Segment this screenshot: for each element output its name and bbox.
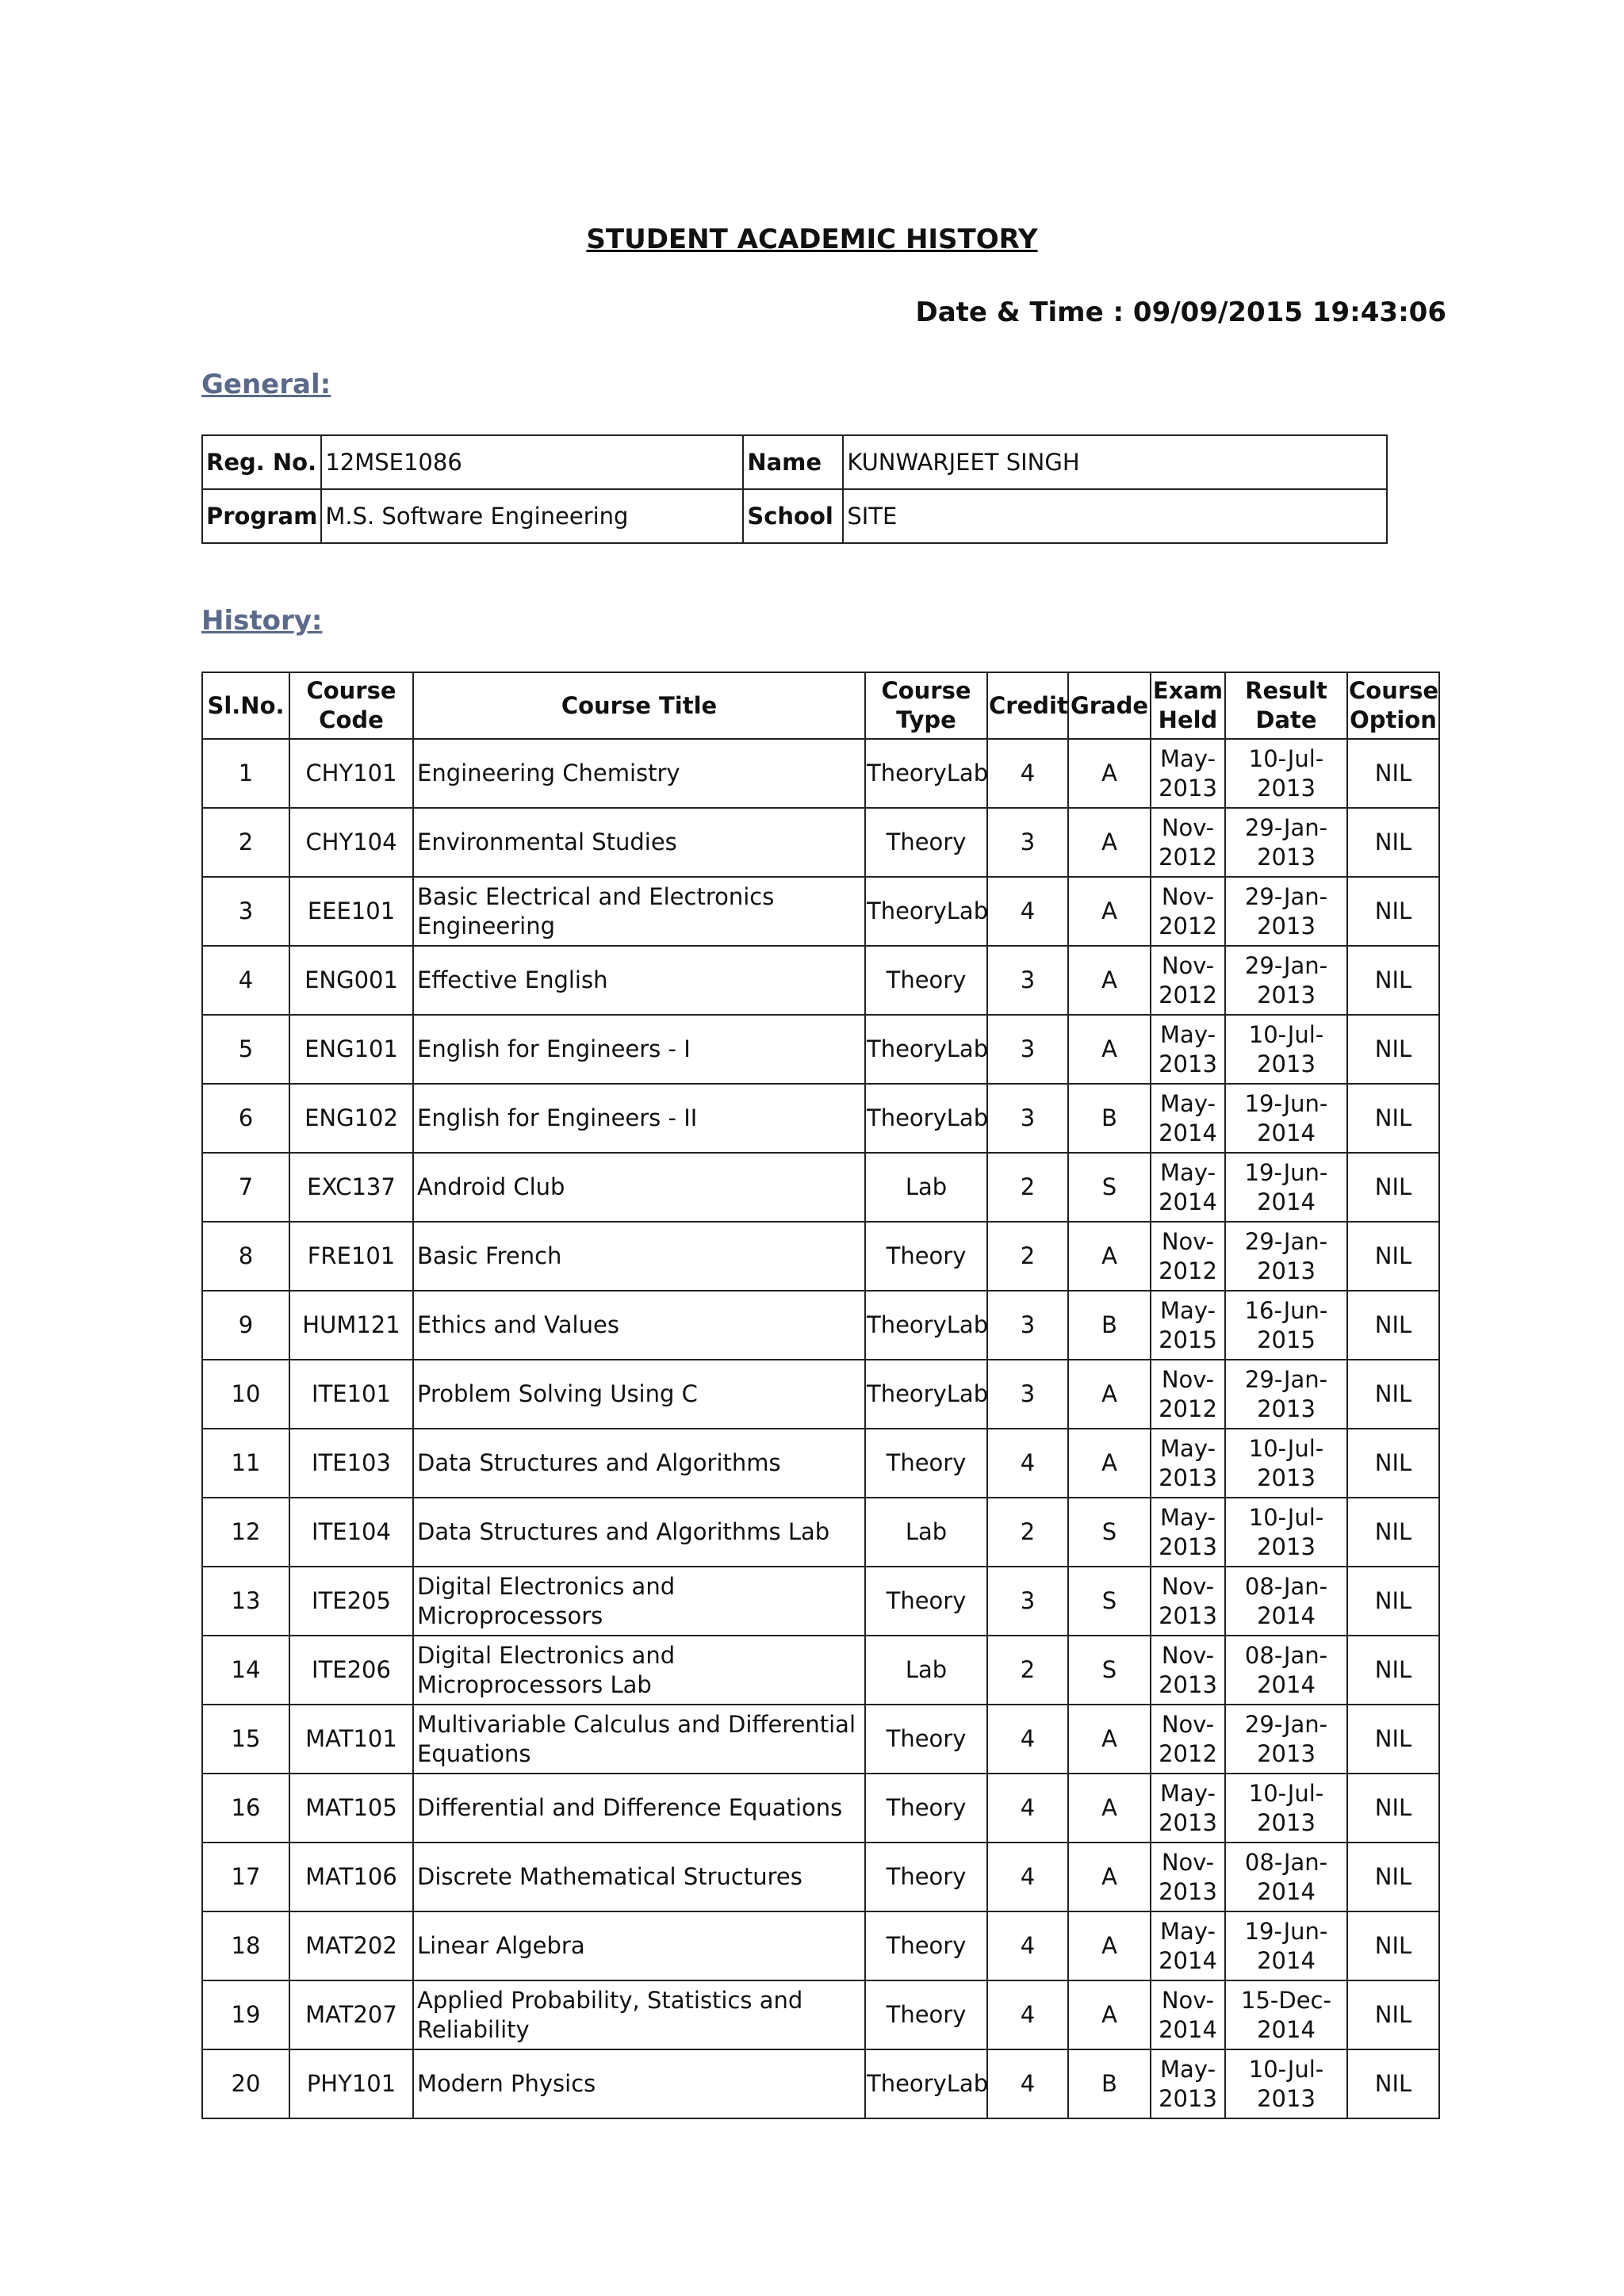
cell-sl-no: 9 [202, 1291, 289, 1360]
cell-course-code: EEE101 [289, 877, 413, 946]
cell-exam-held: May-2013 [1151, 739, 1225, 808]
cell-grade: A [1068, 1774, 1151, 1843]
cell-course-title: Android Club [413, 1153, 865, 1222]
cell-course-type: Theory [865, 1843, 987, 1911]
cell-grade: A [1068, 877, 1151, 946]
cell-course-code: CHY104 [289, 808, 413, 877]
general-row-reg [202, 435, 1387, 489]
cell-sl-no: 13 [202, 1567, 289, 1636]
history-table-body [202, 739, 1439, 2118]
cell-course-option: NIL [1347, 1911, 1439, 1980]
cell-exam-held: Nov-2012 [1151, 946, 1225, 1015]
cell-course-code: MAT207 [289, 1980, 413, 2049]
cell-course-code: ITE206 [289, 1636, 413, 1705]
cell-course-option: NIL [1347, 2049, 1439, 2118]
table-row [202, 808, 1439, 877]
table-row [202, 946, 1439, 1015]
cell-sl-no: 15 [202, 1705, 289, 1774]
cell-course-title: Digital Electronics and Microprocessors Lab [413, 1636, 865, 1705]
cell-sl-no: 10 [202, 1360, 289, 1429]
cell-credit: 2 [987, 1636, 1068, 1705]
cell-grade: B [1068, 2049, 1151, 2118]
cell-grade: A [1068, 946, 1151, 1015]
table-row [202, 1429, 1439, 1498]
cell-course-type: TheoryLab [865, 1084, 987, 1153]
cell-sl-no: 18 [202, 1911, 289, 1980]
cell-course-title: Discrete Mathematical Structures [413, 1843, 865, 1911]
cell-result-date: 29-Jan-2013 [1225, 1705, 1347, 1774]
cell-credit: 3 [987, 946, 1068, 1015]
cell-credit: 2 [987, 1153, 1068, 1222]
cell-course-title: English for Engineers - I [413, 1015, 865, 1084]
table-row [202, 1705, 1439, 1774]
history-section-label: History: [201, 605, 323, 637]
cell-result-date: 15-Dec-2014 [1225, 1980, 1347, 2049]
cell-course-type: Theory [865, 1429, 987, 1498]
cell-credit: 4 [987, 2049, 1068, 2118]
cell-credit: 3 [987, 1015, 1068, 1084]
cell-course-code: MAT101 [289, 1705, 413, 1774]
cell-exam-held: May-2014 [1151, 1153, 1225, 1222]
cell-result-date: 10-Jul-2013 [1225, 1429, 1347, 1498]
cell-credit: 4 [987, 1843, 1068, 1911]
cell-exam-held: May-2014 [1151, 1911, 1225, 1980]
cell-grade: A [1068, 1222, 1151, 1291]
cell-result-date: 29-Jan-2013 [1225, 808, 1347, 877]
cell-course-code: MAT105 [289, 1774, 413, 1843]
program-value: M.S. Software Engineering [321, 489, 743, 543]
col-header-course-title: Course Title [413, 672, 865, 739]
cell-course-option: NIL [1347, 1636, 1439, 1705]
cell-course-title: Modern Physics [413, 2049, 865, 2118]
cell-sl-no: 8 [202, 1222, 289, 1291]
cell-exam-held: May-2013 [1151, 1774, 1225, 1843]
cell-exam-held: May-2014 [1151, 1084, 1225, 1153]
general-section-label: General: [201, 369, 331, 400]
cell-grade: A [1068, 1911, 1151, 1980]
report-datetime: Date & Time : 09/09/2015 19:43:06 [915, 297, 1446, 328]
cell-sl-no: 4 [202, 946, 289, 1015]
history-header-row [202, 672, 1439, 739]
cell-course-type: TheoryLab [865, 1291, 987, 1360]
cell-course-code: FRE101 [289, 1222, 413, 1291]
col-header-course-option: Course Option [1347, 672, 1439, 739]
cell-exam-held: Nov-2013 [1151, 1843, 1225, 1911]
cell-course-option: NIL [1347, 1705, 1439, 1774]
general-info-table [201, 434, 1388, 544]
cell-course-title: Problem Solving Using C [413, 1360, 865, 1429]
cell-course-option: NIL [1347, 808, 1439, 877]
table-row [202, 1911, 1439, 1980]
cell-course-type: TheoryLab [865, 1360, 987, 1429]
col-header-course-code: Course Code [289, 672, 413, 739]
table-row [202, 877, 1439, 946]
cell-course-title: Engineering Chemistry [413, 739, 865, 808]
cell-sl-no: 5 [202, 1015, 289, 1084]
cell-course-option: NIL [1347, 1498, 1439, 1567]
cell-course-code: ENG101 [289, 1015, 413, 1084]
cell-result-date: 19-Jun-2014 [1225, 1153, 1347, 1222]
cell-result-date: 19-Jun-2014 [1225, 1911, 1347, 1980]
cell-course-option: NIL [1347, 1567, 1439, 1636]
cell-course-title: Data Structures and Algorithms Lab [413, 1498, 865, 1567]
cell-result-date: 29-Jan-2013 [1225, 1222, 1347, 1291]
cell-course-type: TheoryLab [865, 1015, 987, 1084]
table-row [202, 1222, 1439, 1291]
cell-course-title: English for Engineers - II [413, 1084, 865, 1153]
cell-course-type: Theory [865, 1980, 987, 2049]
cell-result-date: 08-Jan-2014 [1225, 1843, 1347, 1911]
cell-course-code: MAT106 [289, 1843, 413, 1911]
cell-credit: 4 [987, 1980, 1068, 2049]
col-header-grade: Grade [1068, 672, 1151, 739]
table-row [202, 1774, 1439, 1843]
cell-credit: 3 [987, 1291, 1068, 1360]
cell-exam-held: Nov-2012 [1151, 877, 1225, 946]
cell-course-type: Theory [865, 1911, 987, 1980]
table-row [202, 1498, 1439, 1567]
cell-credit: 4 [987, 877, 1068, 946]
cell-result-date: 08-Jan-2014 [1225, 1636, 1347, 1705]
cell-course-title: Data Structures and Algorithms [413, 1429, 865, 1498]
cell-course-type: Theory [865, 1222, 987, 1291]
cell-credit: 3 [987, 808, 1068, 877]
cell-grade: A [1068, 1015, 1151, 1084]
cell-course-type: TheoryLab [865, 877, 987, 946]
cell-sl-no: 12 [202, 1498, 289, 1567]
table-row [202, 1636, 1439, 1705]
table-row [202, 2049, 1439, 2118]
cell-exam-held: May-2013 [1151, 1429, 1225, 1498]
cell-course-type: Lab [865, 1153, 987, 1222]
cell-course-option: NIL [1347, 946, 1439, 1015]
cell-course-title: Environmental Studies [413, 808, 865, 877]
cell-exam-held: Nov-2013 [1151, 1636, 1225, 1705]
cell-result-date: 10-Jul-2013 [1225, 1015, 1347, 1084]
cell-course-option: NIL [1347, 877, 1439, 946]
cell-result-date: 10-Jul-2013 [1225, 1498, 1347, 1567]
col-header-credit: Credit [987, 672, 1068, 739]
cell-sl-no: 7 [202, 1153, 289, 1222]
name-value: KUNWARJEET SINGH [843, 435, 1387, 489]
table-row [202, 1153, 1439, 1222]
cell-course-code: EXC137 [289, 1153, 413, 1222]
cell-course-code: HUM121 [289, 1291, 413, 1360]
reg-no-value: 12MSE1086 [321, 435, 743, 489]
cell-course-title: Basic Electrical and Electronics Engineering [413, 877, 865, 946]
cell-grade: S [1068, 1567, 1151, 1636]
cell-grade: B [1068, 1291, 1151, 1360]
cell-sl-no: 14 [202, 1636, 289, 1705]
cell-sl-no: 1 [202, 739, 289, 808]
cell-course-option: NIL [1347, 1843, 1439, 1911]
cell-grade: A [1068, 1980, 1151, 2049]
table-row [202, 739, 1439, 808]
table-row [202, 1360, 1439, 1429]
cell-course-option: NIL [1347, 1153, 1439, 1222]
cell-course-code: ITE101 [289, 1360, 413, 1429]
cell-credit: 3 [987, 1567, 1068, 1636]
cell-sl-no: 3 [202, 877, 289, 946]
cell-course-type: Theory [865, 1567, 987, 1636]
cell-course-option: NIL [1347, 1015, 1439, 1084]
cell-course-title: Multivariable Calculus and Differential Equations [413, 1705, 865, 1774]
cell-grade: A [1068, 808, 1151, 877]
cell-sl-no: 6 [202, 1084, 289, 1153]
cell-grade: A [1068, 1429, 1151, 1498]
cell-credit: 4 [987, 1705, 1068, 1774]
cell-credit: 4 [987, 1774, 1068, 1843]
cell-course-code: MAT202 [289, 1911, 413, 1980]
page-title: STUDENT ACADEMIC HISTORY [586, 224, 1038, 255]
cell-exam-held: Nov-2012 [1151, 1222, 1225, 1291]
cell-course-option: NIL [1347, 1980, 1439, 2049]
general-row-program [202, 489, 1387, 543]
program-label: Program [202, 489, 321, 543]
cell-course-code: ENG001 [289, 946, 413, 1015]
cell-credit: 4 [987, 1429, 1068, 1498]
cell-sl-no: 2 [202, 808, 289, 877]
cell-course-option: NIL [1347, 739, 1439, 808]
table-row [202, 1843, 1439, 1911]
cell-sl-no: 20 [202, 2049, 289, 2118]
cell-sl-no: 17 [202, 1843, 289, 1911]
cell-result-date: 29-Jan-2013 [1225, 877, 1347, 946]
cell-course-type: Lab [865, 1498, 987, 1567]
cell-credit: 2 [987, 1222, 1068, 1291]
cell-result-date: 08-Jan-2014 [1225, 1567, 1347, 1636]
cell-exam-held: Nov-2012 [1151, 1705, 1225, 1774]
cell-result-date: 19-Jun-2014 [1225, 1084, 1347, 1153]
cell-result-date: 29-Jan-2013 [1225, 946, 1347, 1015]
cell-sl-no: 19 [202, 1980, 289, 2049]
cell-grade: A [1068, 739, 1151, 808]
cell-course-type: Lab [865, 1636, 987, 1705]
cell-result-date: 10-Jul-2013 [1225, 739, 1347, 808]
cell-course-code: ITE103 [289, 1429, 413, 1498]
col-header-sl-no: Sl.No. [202, 672, 289, 739]
cell-course-code: CHY101 [289, 739, 413, 808]
cell-course-type: Theory [865, 808, 987, 877]
cell-sl-no: 11 [202, 1429, 289, 1498]
cell-grade: A [1068, 1705, 1151, 1774]
table-row [202, 1291, 1439, 1360]
cell-result-date: 10-Jul-2013 [1225, 1774, 1347, 1843]
cell-grade: A [1068, 1843, 1151, 1911]
cell-course-option: NIL [1347, 1429, 1439, 1498]
cell-course-option: NIL [1347, 1222, 1439, 1291]
cell-credit: 3 [987, 1084, 1068, 1153]
cell-exam-held: Nov-2012 [1151, 808, 1225, 877]
cell-grade: B [1068, 1084, 1151, 1153]
cell-course-option: NIL [1347, 1084, 1439, 1153]
table-row [202, 1015, 1439, 1084]
cell-sl-no: 16 [202, 1774, 289, 1843]
cell-course-code: ITE205 [289, 1567, 413, 1636]
cell-course-code: ITE104 [289, 1498, 413, 1567]
cell-result-date: 10-Jul-2013 [1225, 2049, 1347, 2118]
reg-no-label: Reg. No. [202, 435, 321, 489]
cell-exam-held: May-2015 [1151, 1291, 1225, 1360]
cell-course-title: Effective English [413, 946, 865, 1015]
name-label: Name [743, 435, 843, 489]
col-header-exam-held: Exam Held [1151, 672, 1225, 739]
cell-result-date: 16-Jun-2015 [1225, 1291, 1347, 1360]
cell-exam-held: May-2013 [1151, 1015, 1225, 1084]
cell-course-option: NIL [1347, 1774, 1439, 1843]
cell-course-option: NIL [1347, 1360, 1439, 1429]
cell-course-type: TheoryLab [865, 2049, 987, 2118]
history-table [201, 672, 1440, 2119]
school-value: SITE [843, 489, 1387, 543]
cell-course-title: Applied Probability, Statistics and Reliability [413, 1980, 865, 2049]
cell-course-type: Theory [865, 1705, 987, 1774]
cell-grade: A [1068, 1360, 1151, 1429]
cell-exam-held: May-2013 [1151, 2049, 1225, 2118]
cell-exam-held: Nov-2012 [1151, 1360, 1225, 1429]
cell-credit: 4 [987, 739, 1068, 808]
table-row [202, 1567, 1439, 1636]
cell-grade: S [1068, 1153, 1151, 1222]
table-row [202, 1084, 1439, 1153]
cell-grade: S [1068, 1498, 1151, 1567]
cell-course-title: Ethics and Values [413, 1291, 865, 1360]
cell-course-title: Basic French [413, 1222, 865, 1291]
cell-credit: 4 [987, 1911, 1068, 1980]
school-label: School [743, 489, 843, 543]
cell-course-option: NIL [1347, 1291, 1439, 1360]
col-header-result-date: Result Date [1225, 672, 1347, 739]
col-header-course-type: Course Type [865, 672, 987, 739]
cell-course-title: Differential and Difference Equations [413, 1774, 865, 1843]
cell-result-date: 29-Jan-2013 [1225, 1360, 1347, 1429]
cell-exam-held: Nov-2014 [1151, 1980, 1225, 2049]
cell-course-type: TheoryLab [865, 739, 987, 808]
cell-exam-held: Nov-2013 [1151, 1567, 1225, 1636]
cell-course-code: ENG102 [289, 1084, 413, 1153]
cell-course-title: Linear Algebra [413, 1911, 865, 1980]
table-row [202, 1980, 1439, 2049]
cell-course-title: Digital Electronics and Microprocessors [413, 1567, 865, 1636]
cell-grade: S [1068, 1636, 1151, 1705]
cell-credit: 3 [987, 1360, 1068, 1429]
cell-course-code: PHY101 [289, 2049, 413, 2118]
cell-exam-held: May-2013 [1151, 1498, 1225, 1567]
cell-credit: 2 [987, 1498, 1068, 1567]
cell-course-type: Theory [865, 946, 987, 1015]
cell-course-type: Theory [865, 1774, 987, 1843]
